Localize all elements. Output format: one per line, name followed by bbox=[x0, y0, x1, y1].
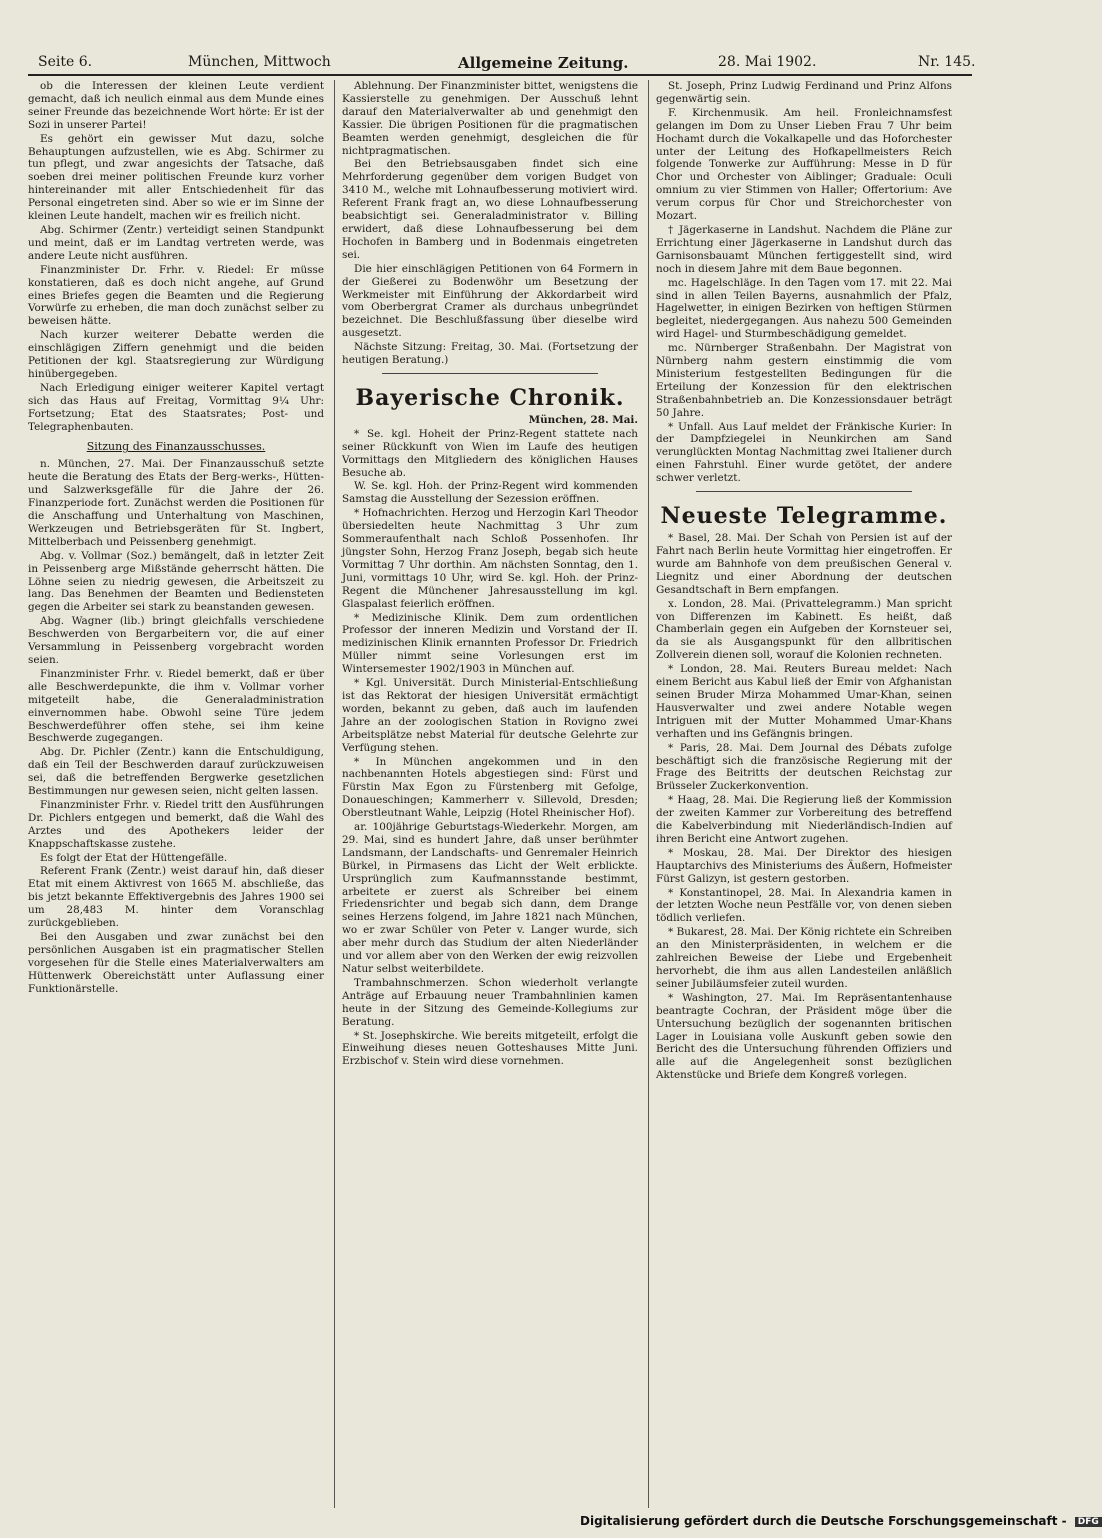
article-paragraph: Abg. v. Vollmar (Soz.) bemängelt, daß in letzter Zeit in Peissenberg arge Mißstände geherrscht hätten. Die Löhne seien zu niedrig gewesen, die Arbeitszeit zu lang. Das Benehmen der Beamten und Bediensteten gegen die Arbeiter sei stark zu beanstanden gewesen. bbox=[28, 549, 324, 614]
article-paragraph: * Moskau, 28. Mai. Der Direktor des hiesigen Hauptarchivs des Ministeriums des Äußern, Hofmeister Fürst Galizyn, ist gestern gestorben. bbox=[656, 846, 952, 885]
footer-text: Digitalisierung gefördert durch die Deutsche Forschungsgemeinschaft - bbox=[580, 1514, 1067, 1528]
article-paragraph: Abg. Schirmer (Zentr.) verteidigt seinen Standpunkt und meint, daß er im Landtag vertreten werde, was andere Leute nicht ausführen. bbox=[28, 223, 324, 262]
article-paragraph: Trambahnschmerzen. Schon wiederholt verlangte Anträge auf Erbauung neuer Trambahnlinien kamen heute in der Sitzung des Gemeinde-Kollegiums zur Beratung. bbox=[342, 976, 638, 1028]
article-paragraph: Ablehnung. Der Finanzminister bittet, wenigstens die Kassierstelle zu genehmigen. Der Ausschuß lehnt darauf den Materialverwalter ab und genehmigt den Kassier. Die übrigen Positionen für die pragmatischen Beamten werden genehmigt, desgleichen die für nichtpragmatischen. bbox=[342, 80, 638, 157]
article-paragraph: Referent Frank (Zentr.) weist darauf hin, daß dieser Etat mit einem Aktivrest von 1665 M. abschließe, das bis jetzt bekannte Effektivergebnis des Jahres 1900 sei um 28,483 M. hinter dem Voranschlag zurückgeblieben. bbox=[28, 865, 324, 930]
article-paragraph: Bei den Betriebsausgaben findet sich eine Mehrforderung gegenüber dem vorigen Budget von 3410 M., welche mit Lohnaufbesserung motiviert wird. Referent Frank fragt an, wo diese Lohnaufbesserung beabsichtigt sei. Generaladministrator v. Billing erwidert, daß diese Lohnaufbesserung bei dem Hochofen in Bamberg und in Bodenmais eingetreten sei. bbox=[342, 158, 638, 261]
article-paragraph: * Hofnachrichten. Herzog und Herzogin Karl Theodor übersiedelten heute Nachmittag 3 Uhr zum Sommeraufenthalt nach Schloß Possenhofen. Ihr jüngster Sohn, Herzog Franz Joseph, begab sich heute Vormittag 7 Uhr dorthin. Am nächsten Sonntag, den 1. Juni, vormittags 10 Uhr, wird Se. kgl. Hoh. der Prinz-Regent die Münchener Jahresausstellung im kgl. Glaspalast feierlich eröffnen. bbox=[342, 507, 639, 610]
columns bbox=[28, 80, 972, 1508]
divider bbox=[382, 373, 598, 374]
article-paragraph: * Se. kgl. Hoheit der Prinz-Regent stattete nach seiner Rückkunft von Wien im Laufe des heutigen Vormittags den Mitgliedern des königlichen Hauses Besuche ab. bbox=[342, 427, 638, 479]
article-paragraph: * London, 28. Mai. Reuters Bureau meldet: Nach einem Bericht aus Kabul ließ der Emir von Afghanistan seinen Bruder Mirza Mohammed Umar-Khan, seinen Hausverwalter und zwei andere Notable wegen Intriguen mit der Mutter Mohammed Umar-Khans verhaften und ins Gefängnis bringen. bbox=[656, 663, 952, 740]
article-paragraph: St. Joseph, Prinz Ludwig Ferdinand und Prinz Alfons gegenwärtig sein. bbox=[656, 80, 952, 105]
article-paragraph: Es folgt der Etat der Hüttengefälle. bbox=[40, 851, 228, 864]
section-heading: Bayerische Chronik. bbox=[355, 384, 625, 411]
article-paragraph: * Konstantinopel, 28. Mai. In Alexandria kamen in der letzten Woche neun Pestfälle vor, von denen sieben tödlich verliefen. bbox=[656, 886, 952, 925]
article-paragraph: ob die Interessen der kleinen Leute verdient gemacht, daß ich neulich einmal aus dem Munde eines seiner Freunde das bezeichnende Wort hörte: Er ist der Sozi in unserer Partei! bbox=[28, 80, 324, 131]
article-paragraph: Finanzminister Frhr. v. Riedel tritt den Ausführungen Dr. Pichlers entgegen und bemerkt, daß die Wahl des Arztes und des Apothekers leider der Knappschaftskasse zustehe. bbox=[28, 798, 324, 850]
dateline: München, 28. Mai. bbox=[528, 413, 638, 426]
article-paragraph: * Basel, 28. Mai. Der Schah von Persien ist auf der Fahrt nach Berlin heute Vormittag hier eingetroffen. Er wurde am Bahnhofe von dem preußischen General v. Liegnitz und einer Abordnung der deutschen Gesandtschaft in Bern empfangen. bbox=[656, 532, 952, 596]
column-3 bbox=[656, 80, 952, 1508]
article-paragraph: Abg. Wagner (lib.) bringt gleichfalls verschiedene Beschwerden von Bergarbeitern vor, die auf einer Versammlung in Peissenberg vorgebracht worden seien. bbox=[28, 615, 324, 666]
newspaper-page bbox=[28, 52, 976, 1508]
article-paragraph: n. München, 27. Mai. Der Finanzausschuß setzte heute die Beratung des Etats der Berg-werks-, Hütten- und Salzwerksgefälle für die Jahre der 26. Finanzperiode fort. Zunächst werden die Positionen für die Anschaffung und Unterhaltung von Maschinen, Werkzeugen und Betriebsgeräten für St. Ingbert, Mittelberbach und Peissenberg genehmigt. bbox=[28, 458, 324, 548]
column-1 bbox=[28, 80, 324, 1508]
dfg-logo-icon: DFG bbox=[1075, 1517, 1102, 1527]
article-paragraph: Finanzminister Frhr. v. Riedel bemerkt, daß er über alle Beschwerdepunkte, die ihm v. Vollmar vorher mitgeteilt habe, die Generaladministration einvernommen habe. Obwohl seine Türe jedem Beschwerdeführer offen stehe, sei ihm keine Beschwerde zugegangen. bbox=[28, 667, 324, 745]
masthead bbox=[28, 52, 976, 76]
article-paragraph: F. Kirchenmusik. Am heil. Fronleichnamsfest gelangen im Dom zu Unser Lieben Frau 7 Uhr beim Hochamt durch die Vokalkapelle und das Hoforchester unter der Leitung des Hofkapellmeisters Reich folgende Tonwerke zur Aufführung: Messe in D für Chor und Orchester von Aiblinger; Graduale: Oculi omnium zu vier Stimmen von Haller; Offertorium: Ave verum corpus für Chor und Streichorchester von Mozart. bbox=[656, 106, 952, 223]
article-paragraph: mc. Nürnberger Straßenbahn. Der Magistrat von Nürnberg nahm gestern einstimmig die vom Ministerium festgestellten Bedingungen für die Erteilung der Konzession für den elektrischen Straßenbahnbetrieb an. Die Konzessionsdauer beträgt 50 Jahre. bbox=[656, 342, 952, 419]
newspaper-title: Allgemeine Zeitung. bbox=[458, 54, 629, 72]
article-paragraph: Nach Erledigung einiger weiterer Kapitel vertagt sich das Haus auf Freitag, Vormittag 9¼ Uhr: Fortsetzung; Etat des Staatsrates; Post- und Telegraphenbauten. bbox=[28, 381, 324, 433]
article-paragraph: * Paris, 28. Mai. Dem Journal des Débats zufolge beschäftigt sich die französische Regierung mit der Frage des Beitritts der deutschen Reichstag zur Brüsseler Zuckerkonvention. bbox=[656, 741, 952, 793]
issue-date: 28. Mai 1902. bbox=[718, 54, 817, 70]
column-rule bbox=[334, 80, 335, 1508]
article-paragraph: W. Se. kgl. Hoh. der Prinz-Regent wird kommenden Samstag die Ausstellung der Sezession eröffnen. bbox=[342, 480, 638, 506]
article-paragraph: * Unfall. Aus Lauf meldet der Fränkische Kurier: In der Dampfziegelei in Neunkirchen am Sand verunglückten Montag Nachmittag zwei Italiener durch einen Fahrstuhl. Einer wurde getötet, der andere schwer verletzt. bbox=[656, 420, 952, 485]
digitization-footer bbox=[580, 1514, 1102, 1528]
article-paragraph: x. London, 28. Mai. (Privattelegramm.) Man spricht von Differenzen im Kabinett. Es heißt, daß Chamberlain gegen ein Aufgeben der Kornsteuer sei, da sie als Ausgangspunkt für den allbritischen Zollverein dienen soll, worauf die Kolonien rechneten. bbox=[656, 597, 952, 662]
article-paragraph: Bei den Ausgaben und zwar zunächst bei den persönlichen Ausgaben ist ein pragmatischer Stellen vorgesehen für die Stelle eines Materialverwalters am Hüttenwerk Obereichstätt unter Auflassung einer Funktionärstelle. bbox=[28, 931, 324, 995]
article-paragraph: * St. Josephskirche. Wie bereits mitgeteilt, erfolgt die Einweihung dieses neuen Gotteshauses Mitte Juni. Erzbischof v. Stein wird diese vornehmen. bbox=[342, 1029, 638, 1068]
issue-number: Nr. 145. bbox=[918, 54, 976, 70]
divider bbox=[696, 491, 912, 492]
section-subhead: Sitzung des Finanzausschusses. bbox=[86, 440, 266, 454]
article-paragraph: Die hier einschlägigen Petitionen von 64 Formern in der Gießerei zu Bodenwöhr um Besetzung der Werkmeister mit Einführung der Akkordarbeit wird vom Oberbergrat Cramer als durchaus unbegründet bezeichnet. Die Beschlußfassung über dieselbe wird ausgesetzt. bbox=[342, 262, 638, 340]
article-paragraph: * Medizinische Klinik. Dem zum ordentlichen Professor der inneren Medizin und Vorstand der II. medizinischen Klinik ernannten Professor Dr. Friedrich Müller nimmt seine Vorlesungen erst im Wintersemester 1902/1903 in München auf. bbox=[342, 611, 638, 676]
article-paragraph: * Washington, 27. Mai. Im Repräsentantenhause beantragte Cochran, der Präsident möge über die Untersuchung bezüglich der sogenannten britischen Lager in Louisiana volle Auskunft geben sowie den Bericht des die Untersuchung führenden Offiziers und alle auf die Angelegenheit sonst bezüglichen Aktenstücke und Briefe dem Kongreß vorlegen. bbox=[656, 991, 952, 1082]
article-paragraph: Abg. Dr. Pichler (Zentr.) kann die Entschuldigung, daß ein Teil der Beschwerden darauf zurückzuweisen sei, daß die betreffenden Bergwerke gesetzlichen Bestimmungen nur gewesen seien, nicht gelten lassen. bbox=[28, 746, 324, 798]
article-paragraph: * Bukarest, 28. Mai. Der König richtete ein Schreiben an den Ministerpräsidenten, in welchem er die zahlreichen Beweise der Liebe und Ergebenheit hervorhebt, die ihm aus allen Landesteilen anläßlich seiner Jubiläumsfeier zuteil wurden. bbox=[656, 926, 952, 990]
column-2 bbox=[342, 80, 638, 1508]
article-paragraph: † Jägerkaserne in Landshut. Nachdem die Pläne zur Errichtung einer Jägerkaserne in Landshut durch das Garnisonsbauamt München fertiggestellt sind, wird noch in diesem Jahre mit dem Baue begonnen. bbox=[656, 223, 952, 275]
article-paragraph: Nach kurzer weiterer Debatte werden die einschlägigen Ziffern genehmigt und die beiden Petitionen der kgl. Staatsregierung zur Würdigung hinübergegeben. bbox=[28, 329, 324, 380]
article-paragraph: Nächste Sitzung: Freitag, 30. Mai. (Fortsetzung der heutigen Beratung.) bbox=[342, 341, 638, 367]
article-paragraph: * Haag, 28. Mai. Die Regierung ließ der Kommission der zweiten Kammer zur Vorbereitung des betreffend die Kabelverbindung mit Niederländisch-Indien auf ihren Bericht eine Antwort zugehen. bbox=[656, 794, 952, 845]
article-paragraph: * Kgl. Universität. Durch Ministerial-Entschließung ist das Rektorat der hiesigen Universität ermächtigt worden, bekannt zu geben, daß auch im laufenden Jahre an der zoologischen Station in Rovigno zwei Arbeitsplätze nebst Material für deutsche Gelehrte zur Verfügung stehen. bbox=[342, 677, 638, 754]
city-day: München, Mittwoch bbox=[188, 54, 331, 70]
column-rule bbox=[648, 80, 649, 1508]
article-paragraph: Es gehört ein gewisser Mut dazu, solche Behauptungen aufzustellen, wie es Abg. Schirmer zu tun pflegt, und zwar angesichts der Tatsache, daß soeben drei meiner politischen Freunde kurz vorher hintereinander mit aller Entschiedenheit für das Personal eingetreten sind. Aber so wie er im Sinne der kleinen Leute handelt, machen wir es freilich nicht. bbox=[28, 132, 324, 223]
article-paragraph: ar. 100jährige Geburtstags-Wiederkehr. Morgen, am 29. Mai, sind es hundert Jahre, daß unser berühmter Landsmann, der Landschafts- und Genremaler Heinrich Bürkel, in Pirmasens das Licht der Welt erblickte. Ursprünglich zum Kaufmannsstande bestimmt, arbeitete er zuerst als Schreiber bei einem Friedensrichter und begab sich dann, dem Drange seines Herzens folgend, im Jahre 1821 nach München, wo er zwar Schüler von Peter v. Langer wurde, sich aber mehr durch das Studium der alten Niederländer und vor allem aber von den Werken der ewig reizvollen Natur selbst weiterbildete. bbox=[342, 821, 638, 975]
article-paragraph: * In München angekommen und in den nachbenannten Hotels abgestiegen sind: Fürst und Fürstin Max Egon zu Fürstenberg mit Gefolge, Donaueschingen; Kammerherr v. Sillevold, Dresden; Oberstleutnant Wahle, Leipzig (Hotel Rheinischer Hof). bbox=[342, 755, 638, 820]
section-heading: Neueste Telegramme. bbox=[660, 503, 948, 530]
page-number: Seite 6. bbox=[38, 54, 93, 70]
article-paragraph: Finanzminister Dr. Frhr. v. Riedel: Er müsse konstatieren, daß es doch nicht angehe, auf Grund eines Briefes gegen die Beamten und die Regierung Vorwürfe zu erheben, die man doch zunächst selber zu beweisen hätte. bbox=[28, 263, 324, 328]
article-paragraph: mc. Hagelschläge. In den Tagen vom 17. mit 22. Mai sind in allen Teilen Bayerns, ausnahmlich der Pfalz, Hagelwetter, in einigen Bezirken von heftigen Stürmen begleitet, niedergegangen. Aus nahezu 500 Gemeinden wird Hagel- und Sturmbeschädigung gemeldet. bbox=[656, 276, 952, 341]
